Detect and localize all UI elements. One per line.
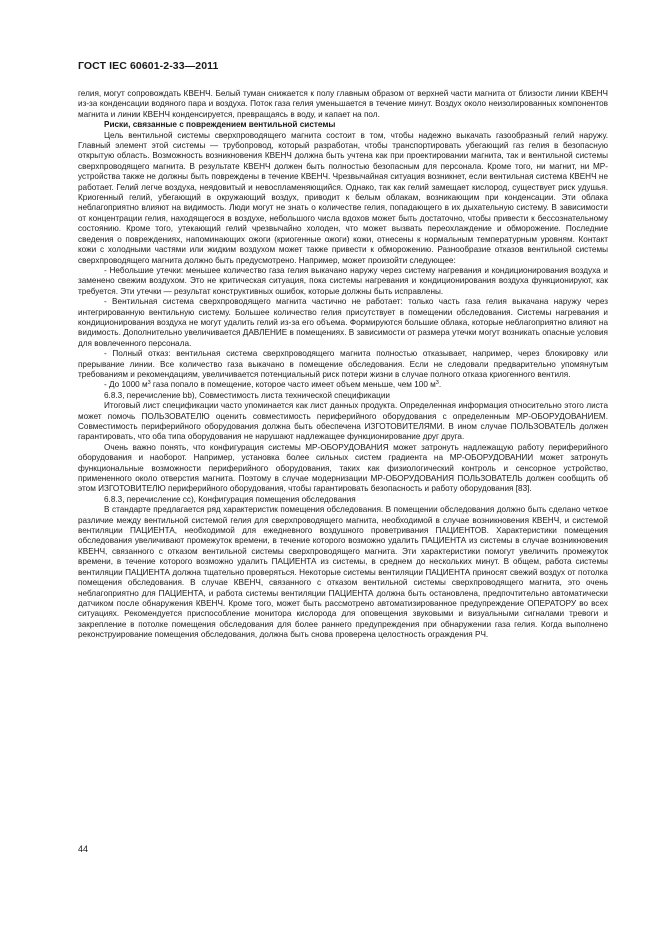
section-heading: Риски, связанные с повреждением вентильной системы [104,120,336,130]
list-item-total-failure: - Полный отказ: вентильная система сверхпроводящего магнита полностью отказывает, например, через блокировку или прерывание линии. Все количество газа выкачано в помещение обследования. Если не следовали предварительно упомянутым требованиям и рекомендациям, увеличивается потенциальный риск потери жизни в случае полного отказа криогенного вентиля. [78,349,608,379]
paragraph-spec-sheet: Итоговый лист спецификации часто упоминается как лист данных продукта. Определенная информация относительно этого листа может помочь ПОЛЬЗОВАТЕЛЮ оценить совместимость периферийного оборудования с определенным МР-ОБОРУДОВАНИЕМ. Совместимость периферийного оборудования должна быть обеспечена ИЗГОТОВИТЕЛЯМИ. В ином случае ПОЛЬЗОВАТЕЛЬ должен гарантировать, что оба типа оборудования не нарушают надлежащее функционирование друг друга. [78,401,608,442]
list-item-volume [78,380,608,390]
volume-text-1: - До 1000 м [104,380,148,390]
paragraph-configuration: Очень важно понять, что конфигурация системы МР-ОБОРУДОВАНИЯ может затронуть надлежащую работу периферийного оборудования и наоборот. Например, установка более сильных систем градиента на МР-ОБОРУДОВАНИИ может затронуть функциональные возможности периферийного оборудования, таких как физиологический контроль и сенсорное устройство, примененного около отверстия магнита. Поэтому в случае модернизации МР-ОБОРУДОВАНИЯ ПОЛЬЗОВАТЕЛЬ должен сообщить об этом ИЗГОТОВИТЕЛЮ периферийного оборудования, чтобы гарантировать безопасность и работу оборудования [83]. [78,442,608,494]
volume-text-2: газа попало в помещение, которое часто имеет объем меньше, чем 100 м [150,380,436,390]
clause-heading-bb: 6.8.3, перечисление bb), Совместимость листа технической спецификации [104,390,390,400]
volume-text-3: . [438,380,442,390]
paragraph-helium-fog: гелия, могут сопровождать КВЕНЧ. Белый туман снижается к полу главным образом от верхней части магнита от близости линии КВЕНЧ из-за конденсации водяного пара и воздуха. Поток газа гелия уменьшается в течение минут. Воздух около неизолированных компонентов магнита и линии КВЕНЧ конденсируется, превращаясь в воду, и капает на пол. [78,89,608,119]
paragraph-exam-room: В стандарте предлагается ряд характеристик помещения обследования. В помещении обследования должно быть сделано четкое различие между вентильной системой гелия для сверхпроводящего магнита, необходимой в случае возникновения КВЕНЧ, и системой вентиляции ПАЦИЕНТА, необходимой для ежедневного воздушного проветривания ПАЦИЕНТОВ. Характеристики помещения обследования увеличивают промежуток времени, в течение которого возможно удалить ПАЦИЕНТА из системы в случае возникновения КВЕНЧ, связанного с отказом вентильной системы сверхпроводящего магнита. Эти характеристики помогут увеличить промежуток времени, в течение которого возможно удалить ПАЦИЕНТА из системы, в среднем до нескольких минут. В общем, работа системы вентиляции ПАЦИЕНТА должна тщательно проверяться. Некоторые системы вентиляции ПАЦИЕНТА приносят свежий воздух от потолка помещения обследования. В случае КВЕНЧ, связанного с отказом вентильной системы сверхпроводящего магнита, это очень неблагоприятно для ПАЦИЕНТА, и работа системы вентиляции ПАЦИЕНТА должна быть остановлена, предпочтительно автоматически датчиком после обнаружения КВЕНЧ. Кроме того, может быть рассмотрено автоматизированное предупреждение ОПЕРАТОРУ во всех ситуациях. Рекомендуется приспособление монитора кислорода для оповещения звуковыми и визуальными сигналами тревоги и закрепление в потолке помещения обследования для более раннего предупреждения при обнаружении газа гелия. Когда выполнено реконструирование помещения обследования, должна быть снова проверена целостность ограждения РЧ. [78,505,608,640]
page-number: 44 [78,844,89,854]
list-item-partial-failure: - Вентильная система сверхпроводящего магнита частично не работает: только часть газа гелия выкачана наружу через интегрированную вентильную систему. Большее количество гелия присутствует в помещении обследования. Системы нагревания и кондиционирования воздуха не могут удалить гелий из-за его объема. Формируются большие облака, которые неблагоприятно влияют на видимость. Дополнительно увеличивается ДАВЛЕНИЕ в помещениях. В зависимости от размера утечки могут возникать опасные условия для вовлеченного персонала. [78,297,608,348]
clause-heading-cc: 6.8.3, перечисление cc), Конфигурация помещения обследования [104,494,356,504]
document-body [78,89,608,641]
document-header: ГОСТ IEC 60601-2-33—2011 [78,60,219,72]
list-item-small-leaks: - Небольшие утечки: меньшее количество газа гелия выкачано наружу через систему нагревания и кондиционирования воздуха и заменено свежим воздухом. Это не критическая ситуация, пока системы нагревания и кондиционирования воздуха функционируют, как требуется. Эти утечки — результат конструктивных ошибок, которые должны быть исправлены. [78,265,608,296]
superscript-cube-2: 3 [435,380,439,387]
superscript-cube: 3 [147,380,151,387]
paragraph-vent-system: Цель вентильной системы сверхпроводящего магнита состоит в том, чтобы надежно выкачать газообразный гелий наружу. Главный элемент этой системы — трубопровод, который разработан, чтобы транспортировать убегающий газ гелия в безопасную открытую область. Возможность возникновения КВЕНЧ должна быть учтена как при проектировании магнита, так и вентильной системы сверхпроводящего магнита. В результате КВЕНЧ должен быть полностью безопасным для персонала. Кроме того, ни магнит, ни МР-устройства также не должны быть повреждены в течение КВЕНЧ. Чрезвычайная ситуация возникнет, если вентильная система КВЕНЧ не работает. Гелий легче воздуха, неядовитый и невоспламеняющийся. Однако, так как гелий замещает кислород, существует риск удушья. Криогенный гелий, убегающий в окружающий воздух, приводит к белым облакам, возникающим при конденсации. Эти облака неблагоприятно влияют на видимость. Люди могут не знать о количестве гелия, попадающего в их дыхательную систему. В зависимости от концентрации гелия, находящегося в воздухе, небольшого числа вдохов может быть достаточно, чтобы привести к бессознательному состоянию. Кроме того, утекающий гелий чрезвычайно холоден, что может вызвать переохлаждение и обморожение. Последние сведения о повреждениях, напоминающих ожоги (криогенные ожоги) кожи, отнесены к нормальным температурным уровням. Контакт кожи с холодными частями или жидким воздухом может также привести к обморожению. Разнообразие отказов вентильной системы сверхпроводящего магнита должно быть предусмотрено. Например, может произойти следующее: [78,130,608,265]
